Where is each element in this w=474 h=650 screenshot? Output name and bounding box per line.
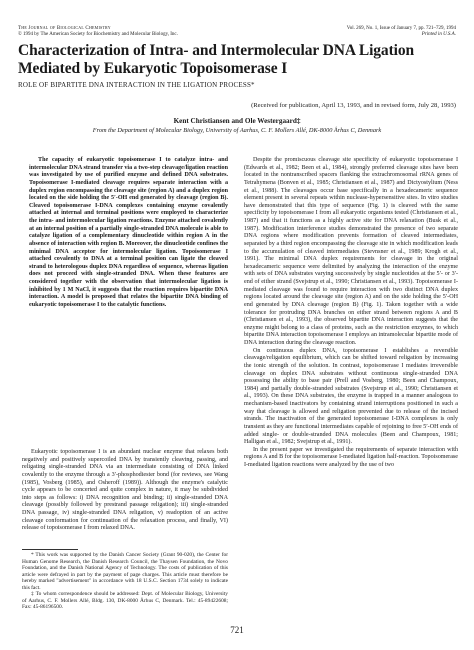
copyright-line: © 1994 by The American Society for Biochemistry and Molecular Biology, Inc. [18,32,178,38]
printed-line: Printed in U.S.A. [421,32,456,38]
author-affiliation: From the Department of Molecular Biology, University of Aarhus, C. F. Mollers Allé, DK-8000 Århus C, Denmark [92,127,382,134]
footnotes [22,552,228,611]
intro-paragraph: Eukaryotic topoisomerase I is an abundant nuclear enzyme that relaxes both negatively and positively supercoiled DNA by transiently cleaving, passing, and religating single-stranded DNA via an intermediate consisting of DNA linked covalently to the enzyme through a 3′-phosphodiester bond (for reviews, see Wang (1985), Vosberg (1985), and Osheroff (1989)). Although the enzyme's catalytic cycle appears to be concerted and quite complex in nature, it may be subdivided into steps as follows: i) DNA recognition and binding; ii) single-stranded DNA cleavage (possibly followed by prestrand passage religation); iii) single-stranded DNA passage, iv) single-stranded DNA religation, v) readoption of an active cleavage conformation for continuation of the relaxation process, and finally, VI) release of topoisomerase I from relaxed DNA. [22,449,228,532]
footnote-divider [22,549,78,550]
author-list: Kent Christiansen and Ole Westergaard‡ [173,117,301,125]
body-paragraph: In the present paper we investigated the requirements of separate interaction with regions A and B for the topoisomerase I-mediated ligation half-reaction. Topoisomerase I-mediated ligation reactions were analyzed by the use of two [244,446,458,468]
article-title: Characterization of Intra- and Intermolecular DNA Ligation Mediated by Eukaryotic Topoisomerase I [18,42,415,77]
page-number: 721 [230,625,244,635]
issue-line: Vol. 269, No. 1, Issue of January 7, pp. 721–729, 1994 [346,26,456,31]
body-paragraph: On continuous duplex DNA, topoisomerase I establishes a reversible cleavage/religation equilibrium, which can be shifted toward religation by increasing the ionic strength of the solution. In contrast, topoisomerase I mediates irreversible cleavage on duplex DNA substrates without continuous single-stranded DNA possessing the ability to base pair (Prell and Vosberg, 1980; Been and Champoux, 1984) and partially double-stranded substrates (Svejstrup et al., 1990; Christiansen et al., 1993). On these DNA substrates, the enzyme is trapped in a manner analogous to mechanism-based inactivators by containing strand interruptions positioned in such a way that cleavage is allowed and religation prevented due to release of the incised strands. The inactivation of the generated topoisomerase I-DNA complexes is only transient as they are functional intermediates capable of rejoining to free 5′-OH ends of added single- or double-stranded DNA molecules (Been and Champoux, 1981; Halligan et al., 1982; Svejstrup et al., 1991). [244,347,458,446]
body-paragraph: Despite the promiscuous cleavage site specificity of eukaryotic topoisomerase I (Edwards et al., 1982; Been et al., 1984), strongly preferred cleavage sites have been located in the nontranscribed spacers flanking the extrachromosomal rRNA genes of Tetrahymena (Bonven et al., 1985; Christiansen et al., 1987) and Dictyostylium (Ness et al., 1988). The cleavages occur base specifically in a hexadecameric sequence element present in several repeats within nuclease-hypersensitive sites. In vitro studies have demonstrated that this type of sequence (Fig. 1) is cleaved with the same specificity by topoisomerase I from all eukaryotic organisms tested (Christiansen et al., 1987) and that it functions as a highly active site for DNA relaxation (Busk et al., 1987). Modification interference studies demonstrated the presence of two separate DNA regions where modification prevents formation of cleaved intermediates, separated by a third region encompassing the cleavage site in which modification leads to the accumulation of cleaved intermediates (Stevnsner et al., 1989; Krogh et al., 1991). The minimal DNA duplex requirements for cleavage in the original hexadecameric sequence were delimited by analyzing the interaction of the enzyme with sets of DNA substrates varying successively by single nucleotides at the 5′- or 3′-end of either strand (Svejstrup et al., 1990; Christiansen et al., 1993). Topoisomerase I-mediated cleavage was found to require interaction with two distinct DNA duplex regions located around the cleavage site (region A) and on the side holding the 5′-OH end generated by DNA cleavage (region B) (Fig. 1). Taken together with a wide tolerance for protruding DNA branches on either strand between regions A and B (Christiansen et al., 1993), the observed bipartite DNA interaction suggests that the enzyme might belong to a class of proteins, such as the restriction enzymes, to which bipartite DNA interaction topoisomerase I employs an intramolecular bipartite mode of DNA interaction during the cleavage reaction. [244,157,458,346]
abstract: The capacity of eukaryotic topoisomerase I to catalyze intra- and intermolecular DNA strand transfer via a two-step cleavage/ligation reaction was investigated by use of purified enzyme and defined DNA substrates. Topoisomerase I-mediated cleavage requires separate interaction with a duplex region encompassing the cleavage site (region A) and a duplex region located on the side holding the 5′-OH end generated by cleavage (region B). Cleaved topoisomerase I-DNA complexes containing enzyme covalently attached at internal and terminal positions were employed to characterize the intra- and intermolecular ligation reactions. Enzyme attached covalently at an internal position of a partially single-stranded DNA molecule is able to catalyze ligation of a complementary dinucleotide within region A in the absence of interaction with region B. Moreover, the dinucleotide confines the minimal DNA acceptor for intermolecular ligation. Topoisomerase I attached covalently to DNA at a terminal position can ligate the cleaved strand to heterologous duplex DNA regardless of sequence, whereas ligation does not proceed with single-stranded DNA. When these features are considered together with the observation that intermolecular ligation is inhibited by 1 M NaCl, it suggests that the reaction requires bipartite DNA interaction. A model is proposed that relates the bipartite DNA binding of eukaryotic topoisomerase I to the catalytic functions. [29,157,228,308]
introduction [22,449,228,533]
right-column [244,157,458,470]
funding-footnote: * This work was supported by the Danish Cancer Society (Grant 90-020), the Center for Human Genome Research, the Danish Research Council, the Thaysen Foundation, the Novo Foundation, and the Danish National Agency of Technology. The costs of publication of this article were defrayed in part by the payment of page charges. This article must therefore be hereby marked "advertisement" in accordance with 18 U.S.C. Section 1734 solely to indicate this fact. [22,552,228,591]
received-dates: (Received for publication, April 13, 1993, and in revised form, July 28, 1993) [251,102,456,109]
correspondence-footnote: ‡ To whom correspondence should be addressed: Dept. of Molecular Biology, University of Aarhus, C. F. Mollers Allé, Bldg. 130, DK-8000 Århus C, Denmark. Tel.: 45-89422608; Fax: 45-86196500. [22,591,228,611]
issue-header [347,26,456,39]
journal-header [18,26,178,39]
article-subtitle: ROLE OF BIPARTITE DNA INTERACTION IN THE LIGATION PROCESS* [18,81,255,89]
journal-name: The Journal of Biological Chemistry [18,26,111,31]
